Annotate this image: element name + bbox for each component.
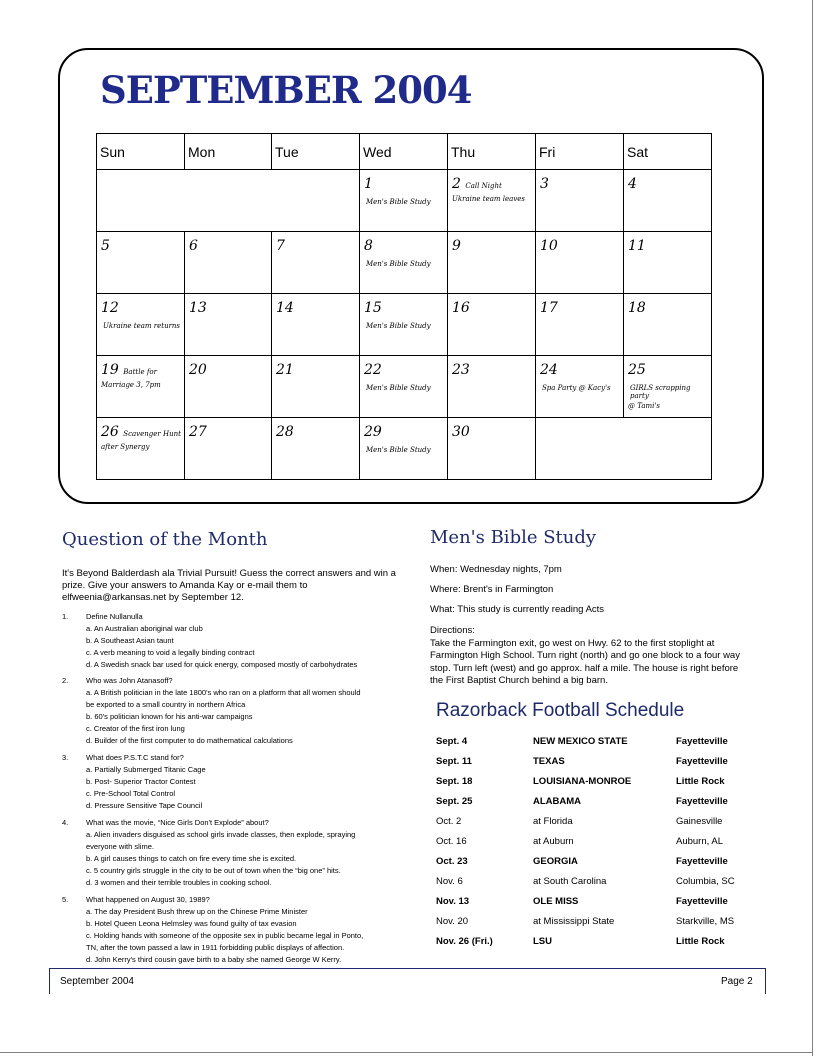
answer: d. Pressure Sensitive Tape Council bbox=[86, 801, 203, 810]
question-1: 1. Define Nullanulla a. An Australian aboriginal war club b. A Southeast Asian taunt c. A verb meaning to void a legally binding contract d. A Swedish snack bar used for quick energy, composed mostly of carbohydrates bbox=[62, 611, 422, 671]
answer: b. A girl causes things to catch on fire every time she is excited. bbox=[86, 854, 297, 863]
day-cell: 3 bbox=[536, 170, 624, 232]
directions-line: the First Baptist Church behind a big barn. bbox=[430, 675, 608, 686]
intro-line: prize. Give your answers to Amanda Kay or e-mail them to bbox=[62, 580, 308, 591]
day-header: Thu bbox=[448, 134, 536, 170]
day-header: Sat bbox=[624, 134, 712, 170]
page-edge-right bbox=[812, 0, 813, 1056]
answer: be exported to a small country in northern Africa bbox=[86, 700, 246, 709]
answer: c. 5 country girls struggle in the city to be out of town when the “big one” hits. bbox=[86, 866, 341, 875]
empty-cell bbox=[97, 170, 360, 232]
directions-line: Farmington High School. Turn right (north) and go one block to a four way bbox=[430, 650, 740, 661]
day-cell: 25 GIRLS scrapping party @ Tami's bbox=[624, 356, 712, 418]
footer-frame bbox=[49, 968, 766, 994]
event-note: Marriage 3, 7pm bbox=[101, 381, 161, 389]
day-cell: 10 bbox=[536, 232, 624, 294]
calendar-week-4 bbox=[97, 356, 712, 418]
answer: everyone with slime. bbox=[86, 842, 154, 851]
day-cell: 16 bbox=[448, 294, 536, 356]
day-header: Wed bbox=[360, 134, 448, 170]
question-text: What does P.S.T.C stand for? bbox=[86, 753, 184, 762]
day-cell: 13 bbox=[185, 294, 272, 356]
answer: a. Partially Submerged Titanic Cage bbox=[86, 765, 206, 774]
event-note: Men's Bible Study bbox=[366, 384, 431, 392]
answer: a. A British politician in the late 1800's who ran on a platform that all women should bbox=[86, 688, 361, 697]
event-note: Battle for bbox=[123, 368, 157, 376]
bible-study-when: When: Wednesday nights, 7pm bbox=[430, 564, 562, 575]
day-cell: 21 bbox=[272, 356, 360, 418]
day-cell: 20 bbox=[185, 356, 272, 418]
answer: a. The day President Bush threw up on the Chinese Prime Minister bbox=[86, 907, 308, 916]
day-header: Sun bbox=[97, 134, 185, 170]
day-cell: 2 Call Night Ukraine team leaves bbox=[448, 170, 536, 232]
calendar-table bbox=[96, 133, 712, 480]
bible-study-directions bbox=[430, 625, 740, 688]
answer: c. Holding hands with someone of the opposite sex in public became legal in Ponto, bbox=[86, 931, 364, 940]
day-cell: 4 bbox=[624, 170, 712, 232]
day-cell: 17 bbox=[536, 294, 624, 356]
event-note: Men's Bible Study bbox=[366, 260, 431, 268]
day-cell: 7 bbox=[272, 232, 360, 294]
day-cell: 29 Men's Bible Study bbox=[360, 418, 448, 480]
day-cell: 12 Ukraine team returns bbox=[97, 294, 185, 356]
calendar-week-5 bbox=[97, 418, 712, 480]
day-cell: 11 bbox=[624, 232, 712, 294]
empty-cell bbox=[536, 418, 712, 480]
event-note: after Synergy bbox=[101, 443, 150, 451]
bible-study-where: Where: Brent's in Farmington bbox=[430, 584, 554, 595]
day-cell: 24 Spa Party @ Kacy's bbox=[536, 356, 624, 418]
question-text: What was the movie, “Nice Girls Don't Explode” about? bbox=[86, 818, 269, 827]
day-cell: 1 Men's Bible Study bbox=[360, 170, 448, 232]
question-of-month-heading: Question of the Month bbox=[62, 529, 268, 550]
day-cell: 8 Men's Bible Study bbox=[360, 232, 448, 294]
question-text: Define Nullanulla bbox=[86, 612, 143, 621]
answer: b. 60's politician known for his anti-war campaigns bbox=[86, 712, 253, 721]
answer: b. Post- Superior Tractor Contest bbox=[86, 777, 196, 786]
day-cell: 9 bbox=[448, 232, 536, 294]
calendar-week-3 bbox=[97, 294, 712, 356]
day-cell: 23 bbox=[448, 356, 536, 418]
day-cell: 30 bbox=[448, 418, 536, 480]
day-header: Fri bbox=[536, 134, 624, 170]
day-header: Mon bbox=[185, 134, 272, 170]
answer: a. Alien invaders disguised as school girls invade classes, then explode, spraying bbox=[86, 830, 356, 839]
question-2: 2. Who was John Atanasoff? a. A British politician in the late 1800's who ran on a platform that all women should be exported to a small country in northern Africa b. 60's politician known for his anti-war campaigns c. Creator of the first iron lung d. Builder of the first computer to do mathematical calculations bbox=[62, 675, 422, 747]
calendar-header-row bbox=[97, 134, 712, 170]
directions-line: Take the Farmington exit, go west on Hwy. 62 to the first stoplight at bbox=[430, 637, 715, 649]
intro-line: It's Beyond Balderdash ala Trivial Pursuit! Guess the correct answers and win a bbox=[62, 568, 396, 579]
answer: c. Pre-School Total Control bbox=[86, 789, 176, 798]
answer: d. 3 women and their terrible troubles in cooking school. bbox=[86, 878, 272, 887]
day-cell: 27 bbox=[185, 418, 272, 480]
event-note: Men's Bible Study bbox=[366, 198, 431, 206]
event-note: Men's Bible Study bbox=[366, 322, 431, 330]
answer: c. A verb meaning to void a legally binding contract bbox=[86, 648, 255, 657]
bible-study-heading: Men's Bible Study bbox=[430, 527, 597, 548]
answer: b. Hotel Queen Leona Helmsley was found guilty of tax evasion bbox=[86, 919, 297, 928]
bible-study-what: What: This study is currently reading Acts bbox=[430, 604, 605, 615]
question-text: What happened on August 30, 1989? bbox=[86, 895, 210, 904]
footer-issue-date: September 2004 bbox=[60, 976, 134, 987]
day-cell: 18 bbox=[624, 294, 712, 356]
answer: d. John Kerry's third cousin gave birth to a baby she named George W Kerry. bbox=[86, 955, 342, 964]
answer: TN, after the town passed a law in 1911 forbidding public displays of affection. bbox=[86, 943, 345, 952]
event-note: Ukraine team returns bbox=[103, 322, 181, 330]
day-cell: 28 bbox=[272, 418, 360, 480]
footer-page-number: Page 2 bbox=[721, 976, 753, 987]
event-note: Call Night bbox=[465, 182, 502, 190]
question-5: 5. What happened on August 30, 1989? a. The day President Bush threw up on the Chinese Prime Minister b. Hotel Queen Leona Helmsley was found guilty of tax evasion c. Holding hands with someone of the opposite sex in public became legal in Ponto, TN, after the town passed a law in 1911 forbidding public displays of affection. d. John Kerry's third cousin gave birth to a baby she named George W Kerry. bbox=[62, 894, 422, 966]
event-note: Men's Bible Study bbox=[366, 446, 431, 454]
event-note: @ Tami's bbox=[628, 402, 660, 410]
question-intro bbox=[62, 568, 396, 604]
intro-line: elfweenia@arkansas.net by September 12. bbox=[62, 592, 244, 603]
event-note: Spa Party @ Kacy's bbox=[542, 384, 611, 392]
calendar-title: SEPTEMBER 2004 bbox=[100, 68, 472, 112]
day-cell: 6 bbox=[185, 232, 272, 294]
event-note: GIRLS scrapping party bbox=[630, 384, 691, 400]
question-4: 4. What was the movie, “Nice Girls Don't Explode” about? a. Alien invaders disguised as school girls invade classes, then explode, spraying everyone with slime. b. A girl causes things to catch on fire every time she is excited. c. 5 country girls struggle in the city to be out of town when the “big one” hits. d. 3 women and their terrible troubles in cooking school. bbox=[62, 817, 422, 889]
event-note: Ukraine team leaves bbox=[452, 195, 526, 203]
event-note: Scavenger Hunt bbox=[123, 430, 181, 438]
answer: d. A Swedish snack bar used for quick energy, composed mostly of carbohydrates bbox=[86, 660, 358, 669]
page-edge-bottom bbox=[0, 1052, 813, 1053]
day-header: Tue bbox=[272, 134, 360, 170]
directions-label: Directions: bbox=[430, 625, 475, 636]
day-cell: 14 bbox=[272, 294, 360, 356]
directions-line: stop. Turn left (west) and go approx. half a mile. The house is right before bbox=[430, 662, 739, 674]
football-schedule-heading: Razorback Football Schedule bbox=[436, 700, 685, 721]
day-cell: 22 Men's Bible Study bbox=[360, 356, 448, 418]
answer: c. Creator of the first iron lung bbox=[86, 724, 185, 733]
day-cell: 5 bbox=[97, 232, 185, 294]
question-text: Who was John Atanasoff? bbox=[86, 676, 173, 685]
question-3: 3. What does P.S.T.C stand for? a. Partially Submerged Titanic Cage b. Post- Superior Tractor Contest c. Pre-School Total Control d. Pressure Sensitive Tape Council bbox=[62, 752, 422, 812]
answer: b. A Southeast Asian taunt bbox=[86, 636, 174, 645]
answer: d. Builder of the first computer to do mathematical calculations bbox=[86, 736, 293, 745]
day-cell: 15 Men's Bible Study bbox=[360, 294, 448, 356]
answer: a. An Australian aboriginal war club bbox=[86, 624, 203, 633]
calendar-week-2 bbox=[97, 232, 712, 294]
day-cell: 19 Battle for Marriage 3, 7pm bbox=[97, 356, 185, 418]
day-cell: 26 Scavenger Hunt after Synergy bbox=[97, 418, 185, 480]
calendar-week-1 bbox=[97, 170, 712, 232]
